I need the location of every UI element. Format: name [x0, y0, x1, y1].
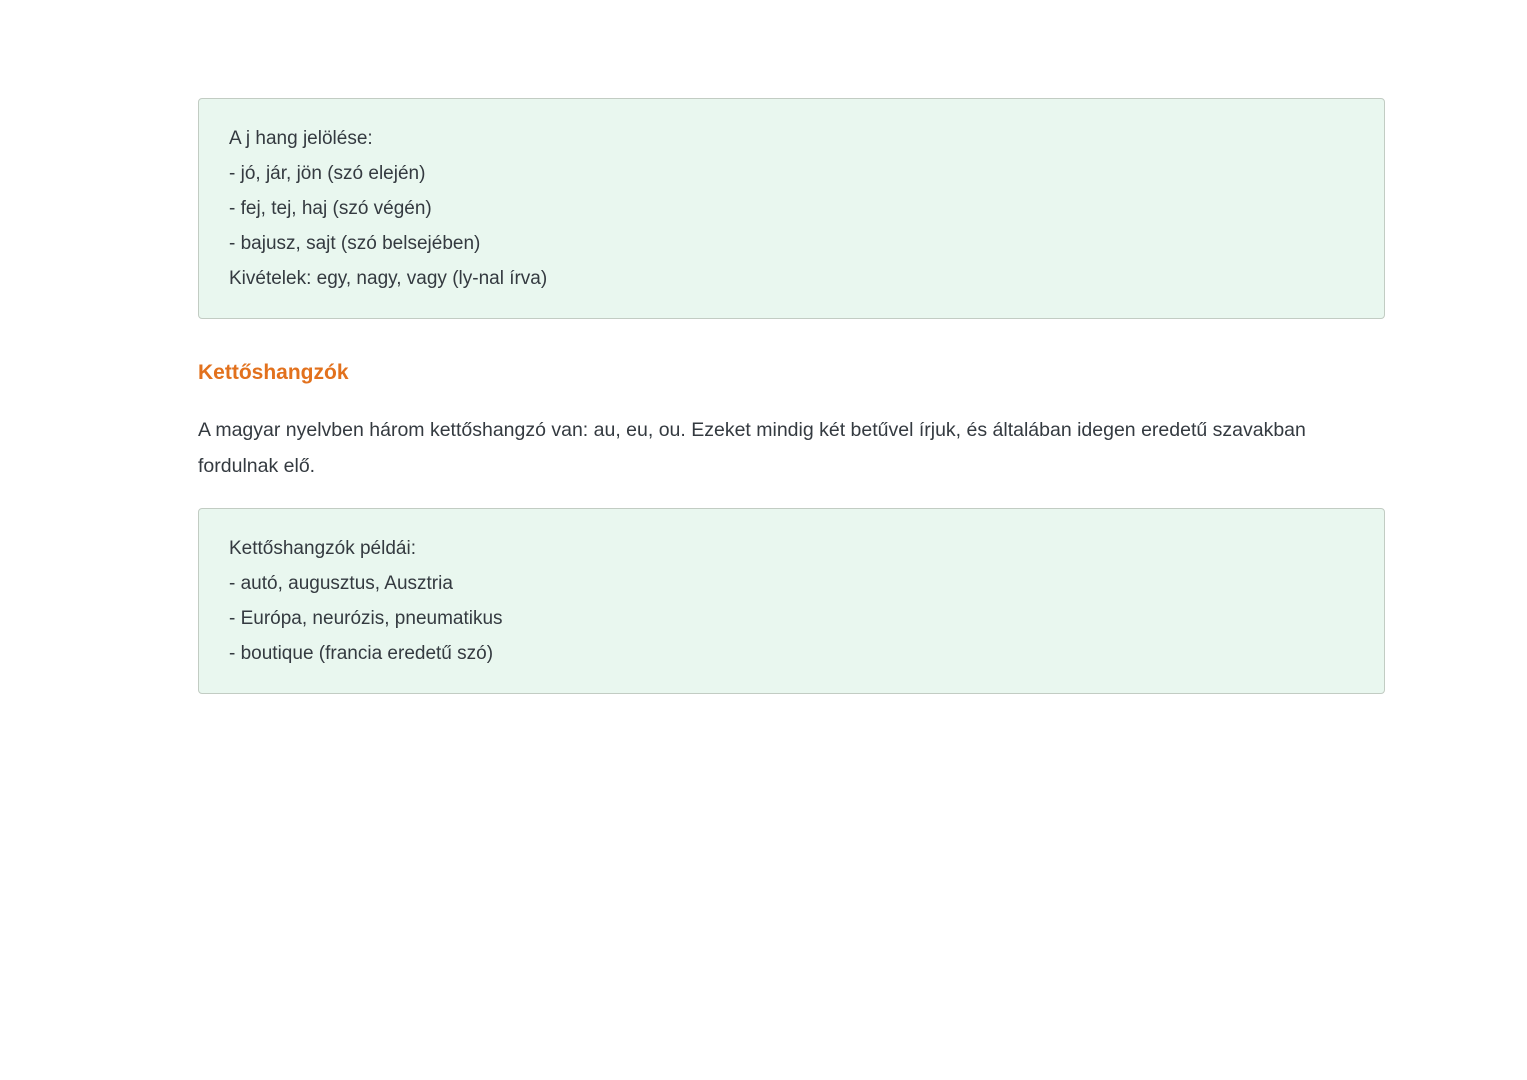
intro-paragraph: A magyar nyelvben három kettőshangzó van: au, eu, ou. Ezeket mindig két betűvel írjuk, és általában idegen eredetű szavakban fordulnak elő. — [198, 419, 1306, 477]
callout-line: - jó, jár, jön (szó elején) — [229, 163, 426, 184]
callout-line: Kivételek: egy, nagy, vagy (ly-nal írva) — [229, 268, 548, 289]
callout-line: - bajusz, sajt (szó belsejében) — [229, 233, 481, 254]
callout-line: - fej, tej, haj (szó végén) — [229, 198, 432, 219]
section-heading-kettoshangzok: Kettőshangzók — [198, 361, 349, 384]
callout-kettoshangzok-peldai — [198, 508, 1385, 694]
callout-line: - autó, augusztus, Ausztria — [229, 573, 453, 594]
document-page — [198, 98, 1385, 694]
callout-line: - boutique (francia eredetű szó) — [229, 643, 494, 664]
callout-line: Kettőshangzók példái: — [229, 538, 416, 559]
callout-line: A j hang jelölése: — [229, 128, 373, 149]
callout-j-hang-jelolese — [198, 98, 1385, 319]
callout-line: - Európa, neurózis, pneumatikus — [229, 608, 503, 629]
